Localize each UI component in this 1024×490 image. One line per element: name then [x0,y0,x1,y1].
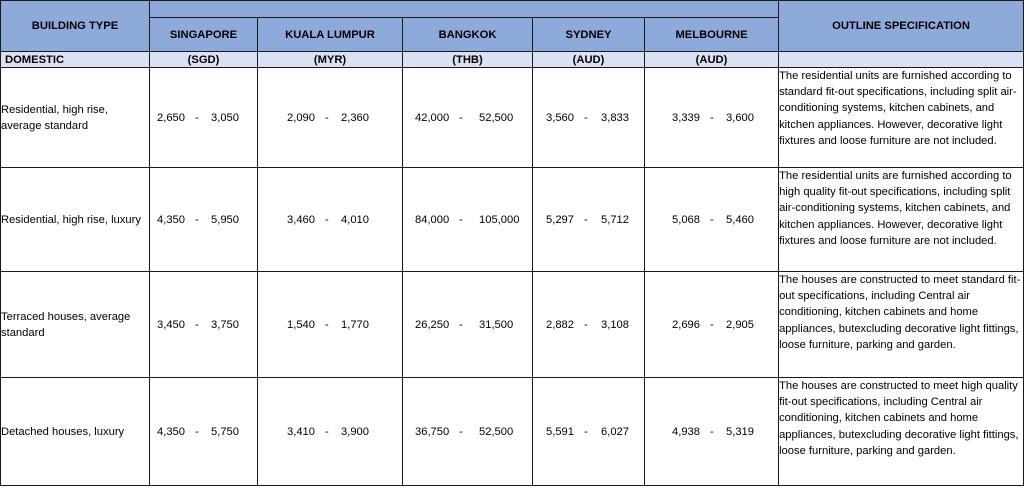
range-low-value: 5,591 [546,425,574,438]
cost-range-kuala-lumpur [258,68,403,168]
cost-range-bangkok [403,168,533,272]
range-low-value: 5,297 [546,213,574,226]
range-separator: - [584,425,588,438]
range-low-value: 36,750 [415,425,450,438]
range-separator: - [710,111,714,124]
range-high-value: 3,600 [726,111,754,124]
cost-range-singapore [150,378,258,486]
range-high-value: 31,500 [479,318,514,331]
header-city-singapore: SINGAPORE [150,18,258,52]
cost-range-bangkok [403,378,533,486]
cost-range-sydney [533,272,645,378]
range-separator: - [710,213,714,226]
range-separator: - [459,425,463,438]
range-separator: - [459,318,463,331]
cost-range-singapore [150,168,258,272]
currency-spacer [779,52,1024,68]
currency-sgd: (SGD) [150,52,258,68]
range-separator: - [459,213,463,226]
range-low-value: 3,460 [287,213,315,226]
header-city-band [150,1,779,18]
range-high-value: 2,905 [726,318,754,331]
range-low-value: 4,350 [157,213,185,226]
outline-specification-cell: The houses are constructed to meet standard fit-out specifications, including Central air conditioning, kitchen cabinets and home appliances, butexcluding decorative light fittings, loose furniture, parking and garden. [779,272,1024,378]
cost-range-sydney [533,378,645,486]
range-separator: - [584,213,588,226]
building-type-cell: Residential, high rise, luxury [1,168,150,272]
currency-myr: (MYR) [258,52,403,68]
range-high-value: 52,500 [479,425,514,438]
range-separator: - [325,425,329,438]
cost-range-kuala-lumpur [258,272,403,378]
range-low-value: 5,068 [672,213,700,226]
range-low-value: 4,938 [672,425,700,438]
table-row [1,168,1024,272]
range-high-value: 52,500 [479,111,514,124]
range-high-value: 5,460 [726,213,754,226]
range-separator: - [325,213,329,226]
cost-range-melbourne [645,68,779,168]
range-high-value: 6,027 [601,425,629,438]
cost-range-singapore [150,272,258,378]
range-low-value: 2,650 [157,111,185,124]
cost-range-melbourne [645,378,779,486]
range-high-value: 5,950 [211,213,239,226]
range-separator: - [325,111,329,124]
range-low-value: 26,250 [415,318,450,331]
header-city-sydney: SYDNEY [533,18,645,52]
range-low-value: 3,560 [546,111,574,124]
range-high-value: 2,360 [341,111,369,124]
building-type-cell: Terraced houses, average standard [1,272,150,378]
header-building-type: BUILDING TYPE [1,1,150,52]
table-row [1,272,1024,378]
outline-specification-cell: The residential units are furnished according to high quality fit-out specifications, including split air-conditioning systems, kitchen cabinets, and kitchen appliances. However, decorative light fixtures and loose furniture are not included. [779,168,1024,272]
range-separator: - [459,111,463,124]
range-low-value: 1,540 [287,318,315,331]
range-low-value: 3,339 [672,111,700,124]
range-high-value: 3,900 [341,425,369,438]
range-separator: - [195,425,199,438]
currency-thb: (THB) [403,52,533,68]
cost-range-bangkok [403,68,533,168]
header-city-melbourne: MELBOURNE [645,18,779,52]
range-separator: - [710,318,714,331]
cost-range-sydney [533,168,645,272]
range-high-value: 105,000 [479,213,520,226]
header-outline-specification: OUTLINE SPECIFICATION [779,1,1024,52]
range-low-value: 84,000 [415,213,450,226]
cost-range-melbourne [645,168,779,272]
range-separator: - [325,318,329,331]
range-separator: - [195,213,199,226]
range-separator: - [584,318,588,331]
range-low-value: 2,696 [672,318,700,331]
range-high-value: 4,010 [341,213,369,226]
header-city-kuala-lumpur: KUALA LUMPUR [258,18,403,52]
range-high-value: 3,750 [211,318,239,331]
cost-range-melbourne [645,272,779,378]
range-separator: - [584,111,588,124]
section-label-domestic: DOMESTIC [1,52,150,68]
currency-aud-melbourne: (AUD) [645,52,779,68]
range-separator: - [710,425,714,438]
range-high-value: 3,833 [601,111,629,124]
range-high-value: 1,770 [341,318,369,331]
cost-range-sydney [533,68,645,168]
range-high-value: 3,050 [211,111,239,124]
cost-range-singapore [150,68,258,168]
range-high-value: 5,712 [601,213,629,226]
table-row [1,378,1024,486]
building-type-cell: Detached houses, luxury [1,378,150,486]
outline-specification-cell: The residential units are furnished according to standard fit-out specifications, including split air-conditioning systems, kitchen cabinets, and kitchen appliances. However, decorative light fixtures and loose furniture are not included. [779,68,1024,168]
table-body [1,68,1024,486]
range-low-value: 3,450 [157,318,185,331]
range-low-value: 42,000 [415,111,450,124]
range-low-value: 2,090 [287,111,315,124]
range-separator: - [195,111,199,124]
cost-range-bangkok [403,272,533,378]
cost-range-kuala-lumpur [258,168,403,272]
header-city-bangkok: BANGKOK [403,18,533,52]
outline-specification-cell: The houses are constructed to meet high quality fit-out specifications, including Central air conditioning, kitchen cabinets and home appliances, butexcluding decorative light fittings, loose furniture, parking and garden. [779,378,1024,486]
cost-range-kuala-lumpur [258,378,403,486]
range-low-value: 4,350 [157,425,185,438]
range-low-value: 3,410 [287,425,315,438]
range-high-value: 5,319 [726,425,754,438]
currency-aud-sydney: (AUD) [533,52,645,68]
building-type-cell: Residential, high rise, average standard [1,68,150,168]
table-row [1,68,1024,168]
range-separator: - [195,318,199,331]
range-high-value: 3,108 [601,318,629,331]
range-high-value: 5,750 [211,425,239,438]
range-low-value: 2,882 [546,318,574,331]
